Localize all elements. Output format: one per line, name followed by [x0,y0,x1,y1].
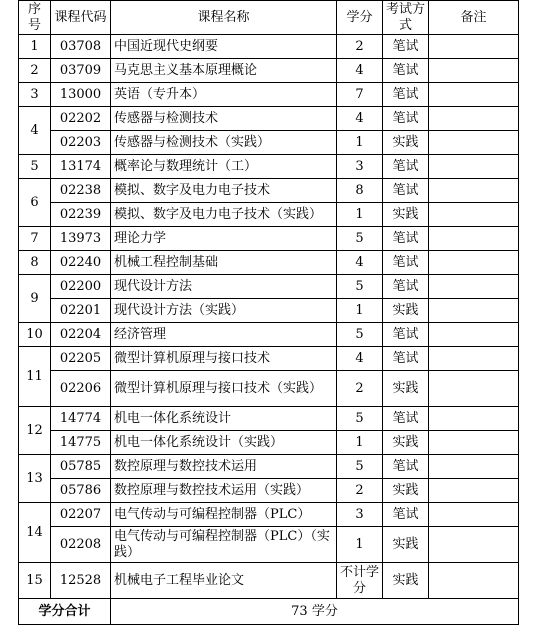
total-credits: 73 学分 [111,599,519,625]
table-row [19,371,519,407]
table-row [19,59,519,83]
row-credit: 1 [337,131,383,155]
row-credit: 1 [337,527,383,563]
row-code: 14774 [51,407,111,431]
total-row [19,599,519,625]
curriculum-table-container [18,0,519,625]
row-remark [429,131,519,155]
row-exam: 笔试 [383,251,429,275]
row-remark [429,455,519,479]
row-exam: 笔试 [383,155,429,179]
row-remark [429,371,519,407]
table-row [19,563,519,599]
row-code: 02205 [51,347,111,371]
table-row [19,155,519,179]
row-course-name: 模拟、数字及电力电子技术（实践） [111,203,337,227]
row-course-name: 微型计算机原理与接口技术 [111,347,337,371]
header-code: 课程代码 [51,1,111,35]
row-code: 12528 [51,563,111,599]
row-remark [429,107,519,131]
row-exam: 实践 [383,203,429,227]
row-remark [429,563,519,599]
row-remark [429,251,519,275]
row-course-name: 机电一体化系统设计 [111,407,337,431]
row-code: 02201 [51,299,111,323]
row-code: 03708 [51,35,111,59]
row-course-name: 概率论与数理统计（工） [111,155,337,179]
row-remark [429,275,519,299]
row-remark [429,527,519,563]
row-remark [429,407,519,431]
row-code: 02204 [51,323,111,347]
header-remark: 备注 [429,1,519,35]
row-remark [429,155,519,179]
row-code: 14775 [51,431,111,455]
row-exam: 实践 [383,527,429,563]
table-row [19,455,519,479]
row-no: 2 [19,59,51,83]
row-remark [429,83,519,107]
row-course-name: 电气传动与可编程控制器（PLC） [111,503,337,527]
row-course-name: 传感器与检测技术（实践） [111,131,337,155]
row-credit: 5 [337,227,383,251]
row-code: 02240 [51,251,111,275]
table-row [19,179,519,203]
row-code: 02200 [51,275,111,299]
row-no: 4 [19,107,51,155]
header-row [19,1,519,35]
total-label: 学分合计 [19,599,111,625]
table-row [19,227,519,251]
row-remark [429,479,519,503]
row-no: 7 [19,227,51,251]
row-course-name: 英语（专升本） [111,83,337,107]
row-credit: 2 [337,35,383,59]
row-code: 13000 [51,83,111,107]
row-code: 02203 [51,131,111,155]
row-exam: 笔试 [383,347,429,371]
row-code: 13973 [51,227,111,251]
row-remark [429,203,519,227]
row-code: 05785 [51,455,111,479]
row-code: 02202 [51,107,111,131]
row-no: 13 [19,455,51,503]
row-no: 10 [19,323,51,347]
table-row [19,107,519,131]
row-code: 02208 [51,527,111,563]
row-credit: 1 [337,431,383,455]
row-no: 1 [19,35,51,59]
row-credit: 2 [337,479,383,503]
header-exam: 考试方式 [383,1,429,35]
row-remark [429,179,519,203]
row-exam: 笔试 [383,83,429,107]
row-exam: 实践 [383,131,429,155]
row-credit: 7 [337,83,383,107]
table-row [19,203,519,227]
table-row [19,479,519,503]
row-no: 15 [19,563,51,599]
row-course-name: 机械电子工程毕业论文 [111,563,337,599]
row-exam: 笔试 [383,503,429,527]
row-exam: 笔试 [383,59,429,83]
row-exam: 笔试 [383,275,429,299]
table-row [19,299,519,323]
row-exam: 笔试 [383,227,429,251]
table-row [19,431,519,455]
row-credit: 1 [337,203,383,227]
row-course-name: 理论力学 [111,227,337,251]
table-row [19,503,519,527]
row-credit: 5 [337,275,383,299]
row-credit: 5 [337,455,383,479]
curriculum-table [18,0,519,625]
row-course-name: 数控原理与数控技术运用 [111,455,337,479]
row-course-name: 经济管理 [111,323,337,347]
row-exam: 实践 [383,563,429,599]
row-no: 9 [19,275,51,323]
row-credit: 5 [337,407,383,431]
row-exam: 笔试 [383,179,429,203]
row-code: 02238 [51,179,111,203]
row-exam: 笔试 [383,323,429,347]
row-remark [429,299,519,323]
header-name: 课程名称 [111,1,337,35]
row-course-name: 传感器与检测技术 [111,107,337,131]
row-exam: 实践 [383,299,429,323]
row-no: 3 [19,83,51,107]
row-remark [429,323,519,347]
table-row [19,323,519,347]
row-course-name: 微型计算机原理与接口技术（实践） [111,371,337,407]
row-exam: 实践 [383,431,429,455]
row-credit: 不计学分 [337,563,383,599]
row-no: 12 [19,407,51,455]
row-exam: 笔试 [383,35,429,59]
row-remark [429,503,519,527]
row-course-name: 现代设计方法（实践） [111,299,337,323]
table-row [19,347,519,371]
row-remark [429,347,519,371]
row-course-name: 机电一体化系统设计（实践） [111,431,337,455]
table-row [19,527,519,563]
row-course-name: 现代设计方法 [111,275,337,299]
row-remark [429,35,519,59]
row-credit: 4 [337,251,383,275]
row-course-name: 电气传动与可编程控制器（PLC）（实践） [111,527,337,563]
row-no: 5 [19,155,51,179]
row-exam: 笔试 [383,455,429,479]
row-course-name: 数控原理与数控技术运用（实践） [111,479,337,503]
row-credit: 4 [337,347,383,371]
row-exam: 笔试 [383,107,429,131]
header-no: 序号 [19,1,51,35]
table-row [19,83,519,107]
row-code: 02206 [51,371,111,407]
row-credit: 3 [337,155,383,179]
row-course-name: 模拟、数字及电力电子技术 [111,179,337,203]
row-credit: 1 [337,299,383,323]
row-no: 6 [19,179,51,227]
row-course-name: 中国近现代史纲要 [111,35,337,59]
row-no: 8 [19,251,51,275]
table-row [19,35,519,59]
table-row [19,407,519,431]
row-code: 02207 [51,503,111,527]
row-course-name: 马克思主义基本原理概论 [111,59,337,83]
row-remark [429,431,519,455]
row-code: 02239 [51,203,111,227]
row-no: 11 [19,347,51,407]
row-remark [429,59,519,83]
row-credit: 8 [337,179,383,203]
table-row [19,275,519,299]
row-credit: 4 [337,59,383,83]
row-code: 03709 [51,59,111,83]
header-credit: 学分 [337,1,383,35]
row-course-name: 机械工程控制基础 [111,251,337,275]
row-code: 13174 [51,155,111,179]
row-exam: 实践 [383,371,429,407]
row-credit: 5 [337,323,383,347]
row-exam: 笔试 [383,407,429,431]
table-row [19,251,519,275]
row-credit: 4 [337,107,383,131]
row-code: 05786 [51,479,111,503]
row-credit: 2 [337,371,383,407]
table-row [19,131,519,155]
row-credit: 3 [337,503,383,527]
row-exam: 实践 [383,479,429,503]
row-remark [429,227,519,251]
row-no: 14 [19,503,51,563]
